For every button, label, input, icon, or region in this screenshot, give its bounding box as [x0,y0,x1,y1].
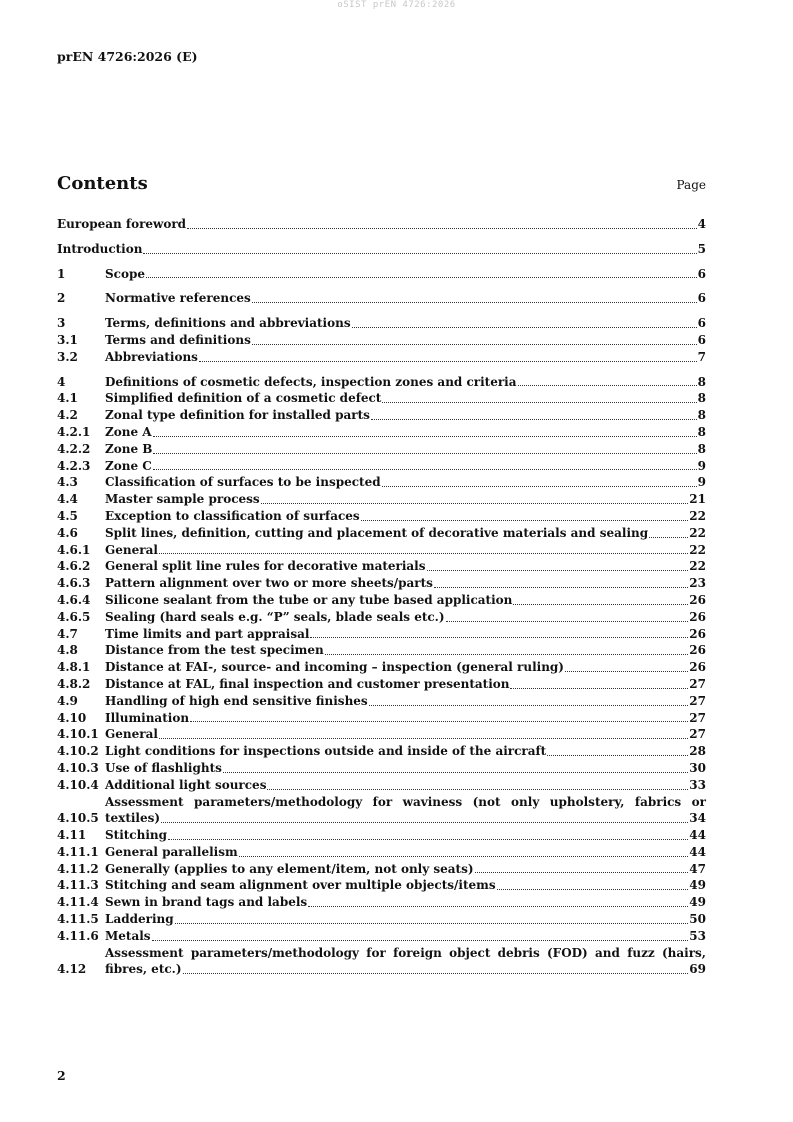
toc-entry[interactable] [57,676,706,693]
toc-entry-number: 4.10 [57,710,87,725]
dot-leader [175,923,689,924]
toc-entry-page: 27 [689,676,706,691]
toc-entry-text [105,877,706,894]
toc-entry-title: Laddering [105,912,174,927]
dot-leader [187,228,697,229]
toc-entry-title: Handling of high end sensitive finishes [105,693,368,708]
toc-entry-page: 34 [689,811,706,826]
toc-entry-number: 4.9 [57,693,78,708]
toc-entry-text [105,525,706,542]
dot-leader [146,277,697,278]
dot-leader [382,402,696,403]
toc-entry-text [105,743,706,760]
toc-entry-text [105,760,706,777]
dot-leader [308,906,688,907]
toc-entry-text [105,777,706,794]
toc-entry-title: General split line rules for decorative materials [105,559,426,574]
toc-entry[interactable] [57,315,706,332]
toc-entry-title: Distance from the test specimen [105,643,324,658]
toc-entry-title: Stitching and seam alignment over multiple objects/items [105,878,496,893]
toc-entry[interactable] [57,332,706,349]
toc-entry-page: 50 [689,912,706,927]
toc-entry-text [105,315,706,332]
toc-entry-title: Pattern alignment over two or more sheets/parts [105,576,433,591]
toc-entry-page: 53 [689,928,706,943]
toc-entry-text [105,710,706,727]
contents-heading: Contents [57,173,148,194]
dot-leader [239,856,689,857]
dot-leader [159,553,688,554]
toc-entry-title: Time limits and part appraisal [105,626,310,641]
toc-entry-text [105,349,706,366]
toc-entry[interactable] [57,609,706,626]
toc-entry-title: Introduction [57,241,143,256]
toc-entry-text [105,827,706,844]
toc-entry-title-continued: textiles) [105,811,161,826]
toc-entry[interactable] [57,861,706,878]
toc-entry[interactable] [57,558,706,575]
toc-entry-page: 4 [697,217,706,231]
toc-entry-page: 7 [697,349,706,364]
toc-entry-number: 3.2 [57,349,78,364]
toc-entry-page: 22 [689,525,706,540]
toc-entry-title: Classification of surfaces to be inspected [105,475,381,490]
toc-entry-title: Distance at FAI-, source- and incoming – inspection (general ruling) [105,660,564,675]
toc-entry-number: 4.4 [57,492,78,507]
toc-entry[interactable] [57,441,706,458]
toc-entry-text [105,726,706,743]
toc-entry-text [105,542,706,559]
dot-leader [382,486,697,487]
toc-entry[interactable] [57,693,706,710]
dot-leader [565,671,688,672]
toc-entry-text [105,558,706,575]
toc-entry-number: 4.6.1 [57,542,91,557]
toc-entry-page: 26 [689,660,706,675]
toc-entry-page: 22 [689,542,706,557]
dot-leader [168,839,688,840]
toc-entry-number: 4.6.4 [57,592,91,607]
dot-leader [446,621,689,622]
toc-entry-page: 44 [689,828,706,843]
toc-entry[interactable] [57,743,706,760]
toc-entry-text [105,407,706,424]
toc-entry[interactable] [57,266,706,283]
toc-entry-text [105,424,706,441]
dot-leader [153,453,696,454]
toc-entry-page: 21 [689,492,706,507]
dot-leader [152,940,689,941]
toc-entry-title: Zone B [105,441,153,456]
toc-entry-title: Silicone sealant from the tube or any tube based application [105,592,513,607]
toc-entry[interactable] [57,241,706,258]
toc-entry-text [105,894,706,911]
dot-leader [199,361,697,362]
toc-entry[interactable] [57,525,706,542]
dot-leader [427,570,689,571]
toc-entry-number: 4.3 [57,475,78,490]
toc-entry-page: 49 [689,878,706,893]
toc-entry-title: Generally (applies to any element/item, not only seats) [105,861,474,876]
toc-entry[interactable] [57,626,706,643]
dot-leader [223,772,688,773]
dot-leader [369,705,689,706]
toc-entry[interactable] [57,760,706,777]
toc-entry-number: 4.2 [57,408,78,423]
table-of-contents [57,216,706,978]
toc-entry-title: Scope [105,266,146,281]
toc-entry[interactable] [57,491,706,508]
toc-entry-number: 4.8.2 [57,676,91,691]
toc-entry-number: 4.11.3 [57,878,99,893]
toc-entry-text [105,458,706,475]
toc-entry-page: 6 [697,316,706,331]
toc-entry-text [105,592,706,609]
toc-entry[interactable] [57,458,706,475]
toc-entry-page: 8 [697,391,706,406]
toc-entry-title: General parallelism [105,844,238,859]
toc-entry-page: 6 [697,291,706,306]
toc-entry-number: 4.10.2 [57,744,99,759]
toc-entry-title: Additional light sources [105,777,267,792]
toc-entry-number: 4.6.3 [57,576,91,591]
toc-entry-title: Metals [105,928,151,943]
toc-entry-number: 3.1 [57,332,78,347]
dot-leader [261,503,689,504]
toc-entry-page: 8 [697,424,706,439]
dot-leader [352,327,697,328]
dot-leader [190,721,688,722]
dot-leader [183,973,689,974]
toc-entry-title: Zonal type definition for installed parts [105,408,370,423]
toc-entry-title: Sealing (hard seals e.g. “P” seals, blade seals etc.) [105,609,445,624]
toc-entry[interactable] [57,592,706,609]
toc-entry-number: 4.6 [57,525,78,540]
toc-entry-number: 4.11.4 [57,895,99,910]
toc-entry-page: 22 [689,508,706,523]
toc-entry-page: 27 [689,710,706,725]
toc-entry-number: 4.7 [57,626,78,641]
toc-entry-page: 26 [689,626,706,641]
toc-entry[interactable] [57,844,706,861]
toc-entry-page: 6 [697,332,706,347]
toc-entry[interactable] [57,928,706,945]
toc-entry-page: 49 [689,895,706,910]
toc-entry-page: 22 [689,559,706,574]
toc-entry-title: Terms, definitions and abbreviations [105,316,351,331]
toc-entry[interactable] [57,777,706,794]
toc-entry-title: Distance at FAL, final inspection and customer presentation [105,676,510,691]
dot-leader [252,344,697,345]
toc-entry-page: 28 [689,744,706,759]
dot-leader [325,654,689,655]
toc-entry-number: 4.8 [57,643,78,658]
toc-entry[interactable] [57,794,706,828]
toc-entry-text [105,332,706,349]
dot-leader [153,436,697,437]
toc-entry-text [105,474,706,491]
watermark: oSIST prEN 4726:2026 [337,0,456,10]
toc-entry-text [105,390,706,407]
toc-entry-page: 47 [689,861,706,876]
toc-entry-title: Simplified definition of a cosmetic defect [105,391,382,406]
toc-entry[interactable] [57,216,706,233]
toc-entry-page: 44 [689,844,706,859]
toc-entry-text [105,945,706,979]
toc-entry-title: Terms and definitions [105,332,251,347]
toc-entry-page: 27 [689,727,706,742]
toc-entry-text [105,844,706,861]
toc-entry-text [105,659,706,676]
toc-entry-text [105,693,706,710]
toc-entry-page: 23 [689,576,706,591]
toc-entry-title: Exception to classification of surfaces [105,508,360,523]
toc-entry-page: 8 [697,408,706,423]
document-id: prEN 4726:2026 (E) [57,49,198,64]
toc-entry-title: Sewn in brand tags and labels [105,895,308,910]
toc-entry-text [105,266,706,283]
toc-entry-title: Light conditions for inspections outside and inside of the aircraft [105,744,547,759]
toc-entry-number: 4.12 [57,962,87,977]
toc-entry-text [105,491,706,508]
toc-entry-title: Assessment parameters/methodology for foreign object debris (FOD) and fuzz (hairs, [105,945,706,960]
page-column-label: Page [676,178,706,192]
toc-entry-number: 4.2.2 [57,441,91,456]
toc-entry[interactable] [57,710,706,727]
toc-entry-number: 4 [57,374,66,389]
toc-entry[interactable] [57,575,706,592]
toc-entry-page: 9 [697,458,706,473]
toc-entry-title: Definitions of cosmetic defects, inspection zones and criteria [105,374,517,389]
toc-entry[interactable] [57,390,706,407]
toc-entry-title: Stitching [105,828,168,843]
toc-entry[interactable] [57,827,706,844]
toc-entry-page: 33 [689,777,706,792]
toc-entry-number: 4.10.1 [57,727,99,742]
toc-entry-number: 4.10.5 [57,811,99,826]
dot-leader [434,587,688,588]
toc-entry-text [105,609,706,626]
toc-entry-title: Zone C [105,458,152,473]
dot-leader [361,520,689,521]
dot-leader [518,385,697,386]
toc-entry-number: 4.10.4 [57,777,99,792]
toc-entry-number: 4.1 [57,391,78,406]
toc-entry[interactable] [57,894,706,911]
toc-entry-text [105,911,706,928]
toc-entry-text [105,441,706,458]
dot-leader [510,688,688,689]
toc-entry-text [105,676,706,693]
toc-entry-number: 4.11 [57,828,87,843]
toc-entry-number: 4.10.3 [57,760,99,775]
toc-entry[interactable] [57,911,706,928]
toc-entry-title: Use of flashlights [105,760,222,775]
toc-entry-number: 4.11.1 [57,844,99,859]
dot-leader [497,889,689,890]
toc-entry-text [105,575,706,592]
toc-entry-number: 4.5 [57,508,78,523]
toc-entry[interactable] [57,290,706,307]
dot-leader [649,537,688,538]
toc-entry-number: 4.11.2 [57,861,99,876]
toc-entry-page: 8 [697,374,706,389]
dot-leader [267,789,688,790]
toc-entry-title: Illumination [105,710,190,725]
dot-leader [252,302,697,303]
toc-entry-page: 26 [689,609,706,624]
toc-entry[interactable] [57,542,706,559]
toc-entry[interactable] [57,508,706,525]
toc-entry-text [105,642,706,659]
toc-entry-title: Abbreviations [105,349,198,364]
toc-entry-title: European foreword [57,217,187,231]
toc-entry-number: 4.2.1 [57,424,91,439]
toc-entry[interactable] [57,424,706,441]
toc-entry-title: Split lines, definition, cutting and placement of decorative materials and sealing [105,525,649,540]
toc-entry[interactable] [57,659,706,676]
toc-entry-text [105,794,706,828]
toc-entry-number: 1 [57,266,66,281]
toc-entry-number: 4.2.3 [57,458,91,473]
toc-entry-page: 5 [697,241,706,256]
toc-entry-page: 8 [697,441,706,456]
toc-entry-title: Normative references [105,291,251,306]
dot-leader [161,822,688,823]
toc-entry[interactable] [57,877,706,894]
toc-entry-number: 4.11.6 [57,928,99,943]
toc-entry-text [57,216,706,233]
toc-entry[interactable] [57,726,706,743]
toc-entry[interactable] [57,945,706,979]
toc-entry-number: 2 [57,291,66,306]
toc-entry-title: General [105,727,158,742]
toc-entry-page: 27 [689,693,706,708]
toc-entry-page: 26 [689,592,706,607]
toc-entry-number: 4.6.5 [57,609,91,624]
toc-entry-text [105,290,706,307]
toc-entry-number: 3 [57,316,66,331]
toc-entry-page: 9 [697,475,706,490]
toc-entry[interactable] [57,474,706,491]
dot-leader [310,637,688,638]
toc-entry[interactable] [57,349,706,366]
dot-leader [547,755,688,756]
toc-entry-text [105,928,706,945]
toc-entry-page: 30 [689,760,706,775]
dot-leader [513,604,688,605]
toc-entry-title: Assessment parameters/methodology for waviness (not only upholstery, fabrics or [105,794,706,809]
toc-entry-text [105,508,706,525]
page-number: 2 [57,1068,66,1083]
dot-leader [153,469,697,470]
toc-entry-text [105,626,706,643]
toc-entry-number: 4.6.2 [57,559,91,574]
toc-entry-page: 26 [689,643,706,658]
toc-entry[interactable] [57,407,706,424]
toc-entry[interactable] [57,374,706,391]
toc-entry-text [105,374,706,391]
toc-entry-title: Zone A [105,424,152,439]
toc-entry[interactable] [57,642,706,659]
dot-leader [143,253,696,254]
toc-entry-number: 4.8.1 [57,660,91,675]
dot-leader [371,419,697,420]
toc-entry-page: 6 [697,266,706,281]
dot-leader [475,872,689,873]
dot-leader [159,738,688,739]
toc-entry-page: 69 [689,962,706,977]
toc-entry-text [105,861,706,878]
toc-entry-title: Master sample process [105,492,260,507]
toc-entry-text [57,241,706,258]
toc-entry-title-continued: fibres, etc.) [105,962,182,977]
toc-entry-title: General [105,542,158,557]
toc-entry-number: 4.11.5 [57,912,99,927]
